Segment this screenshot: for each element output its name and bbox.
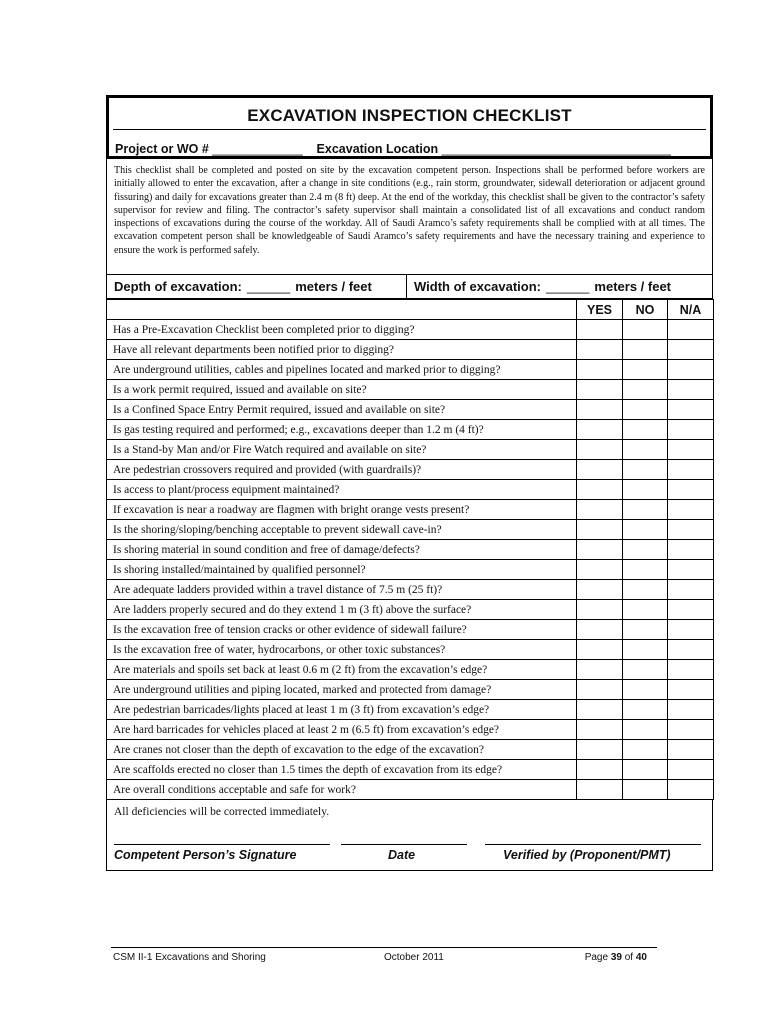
no-checkbox-cell[interactable] <box>623 340 668 360</box>
yes-checkbox-cell[interactable] <box>577 640 623 660</box>
no-checkbox-cell[interactable] <box>623 440 668 460</box>
na-checkbox-cell[interactable] <box>668 700 714 720</box>
na-checkbox-cell[interactable] <box>668 660 714 680</box>
na-checkbox-cell[interactable] <box>668 480 714 500</box>
yes-checkbox-cell[interactable] <box>577 700 623 720</box>
yes-checkbox-cell[interactable] <box>577 460 623 480</box>
page-prefix: Page <box>584 952 609 963</box>
no-checkbox-cell[interactable] <box>623 640 668 660</box>
no-checkbox-cell[interactable] <box>623 660 668 680</box>
na-checkbox-cell[interactable] <box>668 600 714 620</box>
yes-checkbox-cell[interactable] <box>577 620 623 640</box>
question-text: Are underground utilities, cables and pipelines located and marked prior to digging? <box>107 360 577 380</box>
yes-checkbox-cell[interactable] <box>577 480 623 500</box>
yes-checkbox-cell[interactable] <box>577 440 623 460</box>
yes-checkbox-cell[interactable] <box>577 360 623 380</box>
no-checkbox-cell[interactable] <box>623 740 668 760</box>
yes-checkbox-cell[interactable] <box>577 500 623 520</box>
project-line <box>115 142 671 156</box>
depth-unit: meters / feet <box>295 279 372 294</box>
column-header-row <box>107 300 714 320</box>
question-header-cell <box>107 300 577 320</box>
no-checkbox-cell[interactable] <box>623 540 668 560</box>
question-text: Is shoring material in sound condition and free of damage/defects? <box>107 540 577 560</box>
na-checkbox-cell[interactable] <box>668 380 714 400</box>
question-text: Is a Stand-by Man and/or Fire Watch required and available on site? <box>107 440 577 460</box>
no-checkbox-cell[interactable] <box>623 720 668 740</box>
no-checkbox-cell[interactable] <box>623 520 668 540</box>
dimensions-row <box>106 275 713 299</box>
question-text: Is the shoring/sloping/benching acceptable to prevent sidewall cave-in? <box>107 520 577 540</box>
na-checkbox-cell[interactable] <box>668 740 714 760</box>
no-checkbox-cell[interactable] <box>623 480 668 500</box>
checklist-row <box>107 560 714 580</box>
checklist-row <box>107 540 714 560</box>
no-checkbox-cell[interactable] <box>623 620 668 640</box>
checklist-row <box>107 500 714 520</box>
no-checkbox-cell[interactable] <box>623 760 668 780</box>
na-checkbox-cell[interactable] <box>668 580 714 600</box>
project-label: Project or WO # <box>115 142 209 156</box>
na-checkbox-cell[interactable] <box>668 640 714 660</box>
checklist-row <box>107 320 714 340</box>
na-checkbox-cell[interactable] <box>668 440 714 460</box>
signature-line[interactable] <box>114 844 330 845</box>
no-checkbox-cell[interactable] <box>623 780 668 800</box>
question-text: Are hard barricades for vehicles placed at least 2 m (6.5 ft) from excavation’s edge? <box>107 720 577 740</box>
width-unit: meters / feet <box>594 279 671 294</box>
checklist-row <box>107 400 714 420</box>
yes-checkbox-cell[interactable] <box>577 520 623 540</box>
page-of: of <box>624 952 634 963</box>
na-checkbox-cell[interactable] <box>668 500 714 520</box>
checklist-row <box>107 460 714 480</box>
question-text: If excavation is near a roadway are flagmen with bright orange vests present? <box>107 500 577 520</box>
no-checkbox-cell[interactable] <box>623 500 668 520</box>
title-divider <box>113 129 706 130</box>
checklist-row <box>107 380 714 400</box>
no-checkbox-cell[interactable] <box>623 320 668 340</box>
na-column-header: N/A <box>668 300 714 320</box>
checklist-row <box>107 740 714 760</box>
question-text: Are cranes not closer than the depth of excavation to the edge of the excavation? <box>107 740 577 760</box>
yes-checkbox-cell[interactable] <box>577 740 623 760</box>
checklist-row <box>107 600 714 620</box>
depth-label: Depth of excavation: <box>114 279 242 294</box>
question-text: Is the excavation free of tension cracks or other evidence of sidewall failure? <box>107 620 577 640</box>
footer-page-number <box>585 952 647 963</box>
yes-checkbox-cell[interactable] <box>577 680 623 700</box>
checklist-row <box>107 660 714 680</box>
yes-column-header: YES <box>577 300 623 320</box>
yes-checkbox-cell[interactable] <box>577 760 623 780</box>
date-line[interactable] <box>341 844 467 845</box>
no-checkbox-cell[interactable] <box>623 380 668 400</box>
checklist-header <box>106 95 713 159</box>
question-text: Are adequate ladders provided within a travel distance of 7.5 m (25 ft)? <box>107 580 577 600</box>
no-checkbox-cell[interactable] <box>623 400 668 420</box>
checklist-sheet <box>106 95 713 871</box>
width-cell <box>407 275 671 298</box>
checklist-table <box>106 299 714 800</box>
yes-checkbox-cell[interactable] <box>577 320 623 340</box>
yes-checkbox-cell[interactable] <box>577 560 623 580</box>
no-checkbox-cell[interactable] <box>623 700 668 720</box>
question-text: Are overall conditions acceptable and safe for work? <box>107 780 577 800</box>
verified-label: Verified by (Proponent/PMT) <box>503 848 671 862</box>
checklist-row <box>107 720 714 740</box>
na-checkbox-cell[interactable] <box>668 520 714 540</box>
location-label: Excavation Location <box>316 142 439 156</box>
depth-field[interactable]: ______ <box>246 279 291 294</box>
yes-checkbox-cell[interactable] <box>577 400 623 420</box>
checklist-row <box>107 580 714 600</box>
project-field[interactable]: _____________ <box>212 142 303 156</box>
question-text: Are pedestrian crossovers required and provided (with guardrails)? <box>107 460 577 480</box>
no-checkbox-cell[interactable] <box>623 580 668 600</box>
deficiency-statement: All deficiencies will be corrected immediately. <box>114 806 330 818</box>
na-checkbox-cell[interactable] <box>668 540 714 560</box>
page-footer <box>111 947 657 968</box>
no-checkbox-cell[interactable] <box>623 420 668 440</box>
na-checkbox-cell[interactable] <box>668 760 714 780</box>
width-field[interactable]: ______ <box>546 279 590 294</box>
question-text: Are pedestrian barricades/lights placed at least 1 m (3 ft) from excavation’s edge? <box>107 700 577 720</box>
no-checkbox-cell[interactable] <box>623 560 668 580</box>
question-text: Is shoring installed/maintained by qualified personnel? <box>107 560 577 580</box>
checklist-row <box>107 640 714 660</box>
checklist-row <box>107 760 714 780</box>
na-checkbox-cell[interactable] <box>668 460 714 480</box>
date-label: Date <box>388 848 416 862</box>
verified-line[interactable] <box>485 844 701 845</box>
no-checkbox-cell[interactable] <box>623 360 668 380</box>
checklist-row <box>107 700 714 720</box>
footer-date: October 2011 <box>384 952 444 963</box>
width-label: Width of excavation: <box>414 279 542 294</box>
yes-checkbox-cell[interactable] <box>577 580 623 600</box>
no-checkbox-cell[interactable] <box>623 460 668 480</box>
na-checkbox-cell[interactable] <box>668 340 714 360</box>
question-text: Are ladders properly secured and do they extend 1 m (3 ft) above the surface? <box>107 600 577 620</box>
na-checkbox-cell[interactable] <box>668 720 714 740</box>
na-checkbox-cell[interactable] <box>668 560 714 580</box>
question-text: Are materials and spoils set back at least 0.6 m (2 ft) from the excavation’s edge? <box>107 660 577 680</box>
na-checkbox-cell[interactable] <box>668 320 714 340</box>
yes-checkbox-cell[interactable] <box>577 340 623 360</box>
page-current: 39 <box>610 952 622 963</box>
location-field[interactable]: _________________________________ <box>441 142 672 156</box>
yes-checkbox-cell[interactable] <box>577 720 623 740</box>
na-checkbox-cell[interactable] <box>668 420 714 440</box>
checklist-row <box>107 440 714 460</box>
intro-paragraph: This checklist shall be completed and posted on site by the excavation competent person. Inspections shall be performed before workers are initially allowed to enter the excavation, after a change in site conditions (e.g., rain storm, groundwater, sidewall deterioration or adjacent ground fissuring) and daily for excavations greater than 2.4 m (8 ft) deep. At the end of the workday, this checklist shall be given to the contractor’s safety supervisor for review and filing. The contractor’s safety supervisor shall maintain a consolidated list of all excavations and conduct random inspections of excavations during the course of the workday. All of Saudi Aramco’s safety requirements shall be complied with at all times. The excavation competent person shall be knowledgeable of Saudi Aramco’s safety requirements and have the necessary training and experience to ensure the work is performed safely. <box>106 158 713 275</box>
question-text: Is gas testing required and performed; e.g., excavations deeper than 1.2 m (4 ft)? <box>107 420 577 440</box>
na-checkbox-cell[interactable] <box>668 680 714 700</box>
na-checkbox-cell[interactable] <box>668 400 714 420</box>
signature-label: Competent Person’s Signature <box>114 848 297 862</box>
na-checkbox-cell[interactable] <box>668 780 714 800</box>
yes-checkbox-cell[interactable] <box>577 660 623 680</box>
checklist-row <box>107 680 714 700</box>
yes-checkbox-cell[interactable] <box>577 380 623 400</box>
question-text: Are underground utilities and piping located, marked and protected from damage? <box>107 680 577 700</box>
question-text: Is a Confined Space Entry Permit required, issued and available on site? <box>107 400 577 420</box>
yes-checkbox-cell[interactable] <box>577 780 623 800</box>
question-text: Have all relevant departments been notified prior to digging? <box>107 340 577 360</box>
question-text: Is a work permit required, issued and available on site? <box>107 380 577 400</box>
checklist-row <box>107 360 714 380</box>
signature-block <box>106 800 713 871</box>
na-checkbox-cell[interactable] <box>668 620 714 640</box>
checklist-row <box>107 480 714 500</box>
checklist-row <box>107 420 714 440</box>
question-text: Is the excavation free of water, hydrocarbons, or other toxic substances? <box>107 640 577 660</box>
no-column-header: NO <box>623 300 668 320</box>
no-checkbox-cell[interactable] <box>623 680 668 700</box>
question-text: Is access to plant/process equipment maintained? <box>107 480 577 500</box>
checklist-row <box>107 620 714 640</box>
page-title: EXCAVATION INSPECTION CHECKLIST <box>247 106 572 125</box>
question-text: Has a Pre-Excavation Checklist been completed prior to digging? <box>107 320 577 340</box>
yes-checkbox-cell[interactable] <box>577 600 623 620</box>
checklist-row <box>107 780 714 800</box>
depth-cell <box>107 275 407 298</box>
no-checkbox-cell[interactable] <box>623 600 668 620</box>
footer-document-title: CSM II-1 Excavations and Shoring <box>113 952 266 963</box>
yes-checkbox-cell[interactable] <box>577 540 623 560</box>
question-text: Are scaffolds erected no closer than 1.5 times the depth of excavation from its edge? <box>107 760 577 780</box>
checklist-row <box>107 340 714 360</box>
na-checkbox-cell[interactable] <box>668 360 714 380</box>
checklist-row <box>107 520 714 540</box>
page-total: 40 <box>635 952 647 963</box>
yes-checkbox-cell[interactable] <box>577 420 623 440</box>
